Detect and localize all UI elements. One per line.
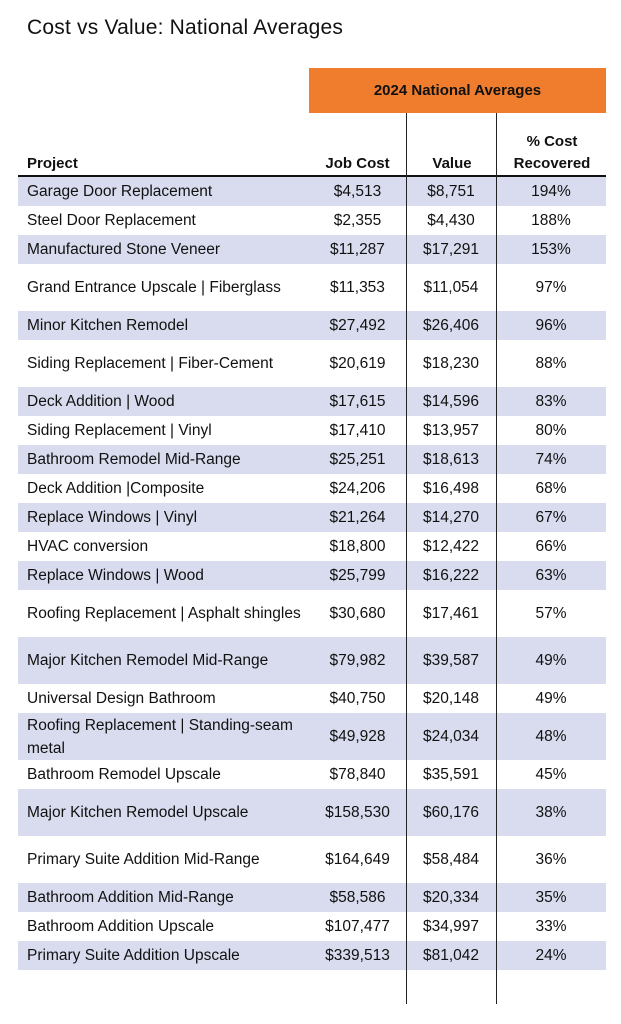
cell-pct-recovered: 49% [535,689,567,707]
column-header-pct-line1: % Cost [526,133,578,150]
table-row [18,177,606,206]
cell-pct-recovered: 24% [535,946,567,964]
column-header-pct-line2: Recovered [513,155,591,172]
cell-pct-recovered: 68% [535,479,567,497]
cell-job-cost: $339,513 [325,946,390,964]
cell-value: $26,406 [422,316,480,334]
table-row [18,789,606,836]
cell-job-cost: $17,615 [329,392,386,410]
cell-pct-recovered: 80% [535,421,567,439]
cell-value: $16,222 [422,566,480,584]
cell-job-cost: $25,251 [329,450,386,468]
cell-project: Minor Kitchen Remodel [27,317,189,334]
cell-job-cost: $2,355 [333,211,382,229]
cell-value: $4,430 [427,211,475,229]
page-title: Cost vs Value: National Averages [27,16,344,39]
cell-job-cost: $18,800 [329,537,386,555]
cell-job-cost: $164,649 [325,850,390,868]
cell-job-cost: $21,264 [329,508,386,526]
cell-pct-recovered: 49% [535,651,567,669]
cell-project: HVAC conversion [27,538,149,555]
cell-pct-recovered: 83% [535,392,567,410]
cell-pct-recovered: 38% [535,803,567,821]
cell-value: $12,422 [422,537,480,555]
table-row [18,387,606,416]
cell-project: Bathroom Addition Upscale [27,918,214,935]
cell-project: Deck Addition |Composite [27,480,205,497]
table-row [18,445,606,474]
table-row [18,590,606,637]
table-row [18,912,606,941]
cell-value: $13,957 [422,421,480,439]
cell-project: Major Kitchen Remodel Mid-Range [27,652,269,669]
cell-job-cost: $11,287 [330,240,385,258]
cell-job-cost: $49,928 [329,727,386,745]
cell-job-cost: $78,840 [329,765,386,783]
cell-job-cost: $17,410 [329,421,386,439]
cell-pct-recovered: 74% [535,450,567,468]
cell-value: $17,291 [422,240,480,258]
cell-value: $60,176 [422,803,480,821]
cell-pct-recovered: 45% [535,765,567,783]
table-row [18,684,606,713]
cell-project: Siding Replacement | Fiber-Cement [27,355,274,372]
table-row [18,474,606,503]
table-row [18,340,606,387]
cell-job-cost: $79,982 [329,651,386,669]
cell-job-cost: $40,750 [329,689,386,707]
cell-value: $20,148 [422,689,480,707]
cell-job-cost: $158,530 [325,803,390,821]
table-row [18,264,606,311]
table-row [18,637,606,684]
column-divider-cost-value [406,113,407,1004]
cell-project: Replace Windows | Vinyl [27,509,198,526]
cell-pct-recovered: 35% [535,888,567,906]
cell-project: Bathroom Remodel Upscale [27,766,221,783]
cell-project: Siding Replacement | Vinyl [27,422,212,439]
cell-value: $8,751 [427,182,475,200]
cell-pct-recovered: 194% [531,182,571,200]
cell-pct-recovered: 57% [535,604,567,622]
table-row [18,311,606,340]
table-row [18,836,606,883]
table-row [18,561,606,590]
cell-pct-recovered: 33% [535,917,567,935]
cell-pct-recovered: 36% [535,850,567,868]
cell-pct-recovered: 48% [535,727,567,745]
column-header-pct-recovered [498,126,606,175]
cell-value: $18,613 [422,450,480,468]
table-row [18,713,606,760]
cell-project: Grand Entrance Upscale | Fiberglass [27,279,281,296]
table-body [18,177,606,970]
column-divider-value-pct [496,113,497,1004]
column-header-value: Value [432,155,472,172]
cell-value: $34,997 [422,917,480,935]
table-row [18,503,606,532]
cell-value: $81,042 [422,946,480,964]
cell-pct-recovered: 66% [535,537,567,555]
cell-value: $16,498 [422,479,480,497]
cell-project: Deck Addition | Wood [27,393,175,410]
cell-value: $17,461 [422,604,480,622]
cell-value: $24,034 [422,727,480,745]
table-row [18,532,606,561]
table-row [18,883,606,912]
cell-value: $14,270 [422,508,480,526]
table-banner: 2024 National Averages [309,68,606,113]
cell-project: Major Kitchen Remodel Upscale [27,804,249,821]
cell-job-cost: $58,586 [329,888,386,906]
cell-value: $11,054 [423,278,479,296]
cell-pct-recovered: 88% [535,354,567,372]
cell-value: $35,591 [422,765,480,783]
table-row [18,416,606,445]
cell-value: $39,587 [422,651,480,669]
cell-job-cost: $11,353 [330,278,385,296]
cell-pct-recovered: 63% [535,566,567,584]
cell-project: Universal Design Bathroom [27,690,216,707]
cell-value: $18,230 [422,354,480,372]
cell-pct-recovered: 96% [535,316,567,334]
cell-pct-recovered: 97% [535,278,567,296]
column-header-job-cost: Job Cost [325,155,390,172]
cell-project: Primary Suite Addition Mid-Range [27,851,260,868]
cell-pct-recovered: 153% [531,240,571,258]
cell-job-cost: $27,492 [329,316,386,334]
table-row [18,760,606,789]
cell-value: $20,334 [422,888,480,906]
cell-job-cost: $4,513 [333,182,382,200]
table-row [18,941,606,970]
cell-project: Primary Suite Addition Upscale [27,947,240,964]
cell-job-cost: $20,619 [329,354,386,372]
cell-project: Garage Door Replacement [27,183,213,200]
table-row [18,206,606,235]
cell-job-cost: $25,799 [329,566,386,584]
cell-project: Steel Door Replacement [27,212,196,229]
cell-job-cost: $24,206 [329,479,386,497]
column-header-project: Project [27,155,78,172]
cell-project: Replace Windows | Wood [27,567,204,584]
cell-value: $58,484 [422,850,480,868]
cell-value: $14,596 [422,392,480,410]
table-row [18,235,606,264]
cell-project: Roofing Replacement | Asphalt shingles [27,605,301,622]
cell-project: Roofing Replacement | Standing-seam metal [27,716,293,757]
cell-pct-recovered: 188% [531,211,571,229]
cell-job-cost: $107,477 [325,917,390,935]
cell-pct-recovered: 67% [535,508,567,526]
cell-project: Bathroom Addition Mid-Range [27,889,234,906]
cell-project: Manufactured Stone Veneer [27,241,221,258]
cell-project: Bathroom Remodel Mid-Range [27,451,241,468]
cell-job-cost: $30,680 [329,604,386,622]
